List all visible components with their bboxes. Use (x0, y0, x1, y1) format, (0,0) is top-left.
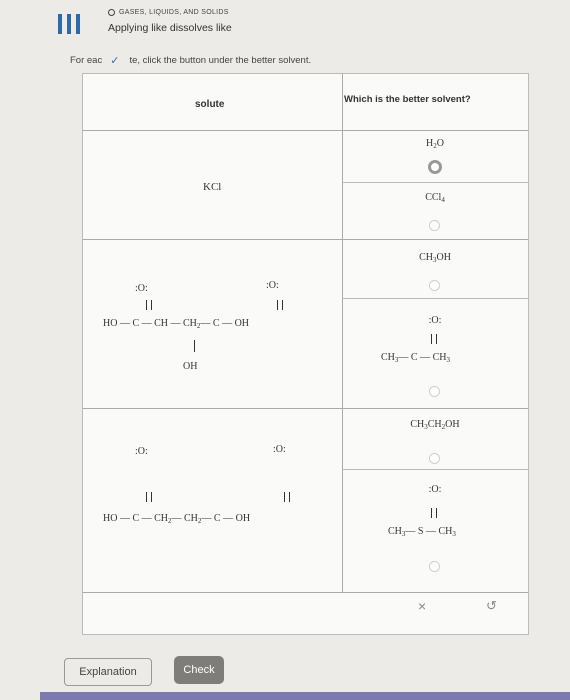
check-button[interactable]: Check (174, 656, 224, 684)
header-solvent: Which is the better solvent? (344, 94, 471, 105)
topic-circle-icon (108, 9, 115, 16)
option-divider (342, 182, 528, 183)
top-bar (0, 0, 570, 46)
menu-icon[interactable] (58, 14, 80, 34)
molecule-oxygen-label: :O: (273, 444, 286, 455)
option-ethanol: $CH_3CH_2OH$ (410, 419, 460, 431)
molecule-malic-acid: HO — C — CH — $CH_2—$ C — OH (103, 318, 250, 330)
close-icon[interactable]: × (418, 598, 427, 614)
instructions (70, 54, 311, 67)
topic-label: GASES, LIQUIDS, AND SOLIDS (119, 9, 229, 16)
table-bottom-divider (83, 592, 528, 593)
radio-ethanol[interactable] (429, 453, 440, 464)
topic-row (108, 9, 229, 16)
option-divider (342, 469, 528, 470)
radio-ccl4[interactable] (429, 220, 440, 231)
solute-kcl: KCl (203, 181, 222, 193)
molecule-oh-branch: OH (183, 361, 198, 372)
radio-acetone[interactable] (429, 386, 440, 397)
molecule-oxygen-label: :O: (135, 446, 148, 457)
option-ch3oh: $CH_3OH$ (419, 252, 451, 264)
instructions-suffix: te, click the button under the better solvent. (129, 55, 312, 66)
row-divider (83, 239, 528, 240)
bottom-bar (40, 692, 570, 700)
double-bond (146, 300, 152, 310)
option-acetone: $CH_3—$ C — $CH_3$ (381, 352, 450, 364)
header-divider (83, 130, 528, 131)
molecule-succinic-acid: HO — C — $CH_2—$ $CH_2—$ C — OH (103, 513, 251, 525)
radio-ch3oh[interactable] (429, 280, 440, 291)
instructions-prefix: For eac (70, 55, 103, 66)
single-bond (194, 340, 195, 352)
explanation-button[interactable]: Explanation (64, 658, 152, 686)
column-divider (342, 74, 343, 592)
option-divider (342, 298, 528, 299)
double-bond (431, 334, 437, 344)
molecule-oxygen-label: :O: (266, 280, 279, 291)
option-dmso: $CH_3—$ S — $CH_3$ (388, 526, 456, 538)
double-bond (277, 300, 283, 310)
option-ccl4: CCl$_4$ (425, 192, 445, 204)
radio-h2o[interactable] (428, 160, 442, 174)
double-bond (431, 508, 437, 518)
molecule-oxygen-label: :O: (135, 283, 148, 294)
double-bond (146, 492, 152, 502)
header-solute: solute (195, 99, 225, 110)
row-divider (83, 408, 528, 409)
radio-dmso[interactable] (429, 561, 440, 572)
chevron-down-icon[interactable]: ✓ (110, 55, 120, 67)
double-bond (284, 492, 290, 502)
question-table (82, 73, 529, 635)
option-dmso-oxygen: :O: (428, 484, 442, 495)
option-acetone-oxygen: :O: (428, 315, 442, 326)
page-title: Applying like dissolves like (108, 22, 232, 34)
undo-icon[interactable]: ↺ (486, 598, 497, 613)
option-h2o: $H_2O$ (426, 138, 444, 150)
